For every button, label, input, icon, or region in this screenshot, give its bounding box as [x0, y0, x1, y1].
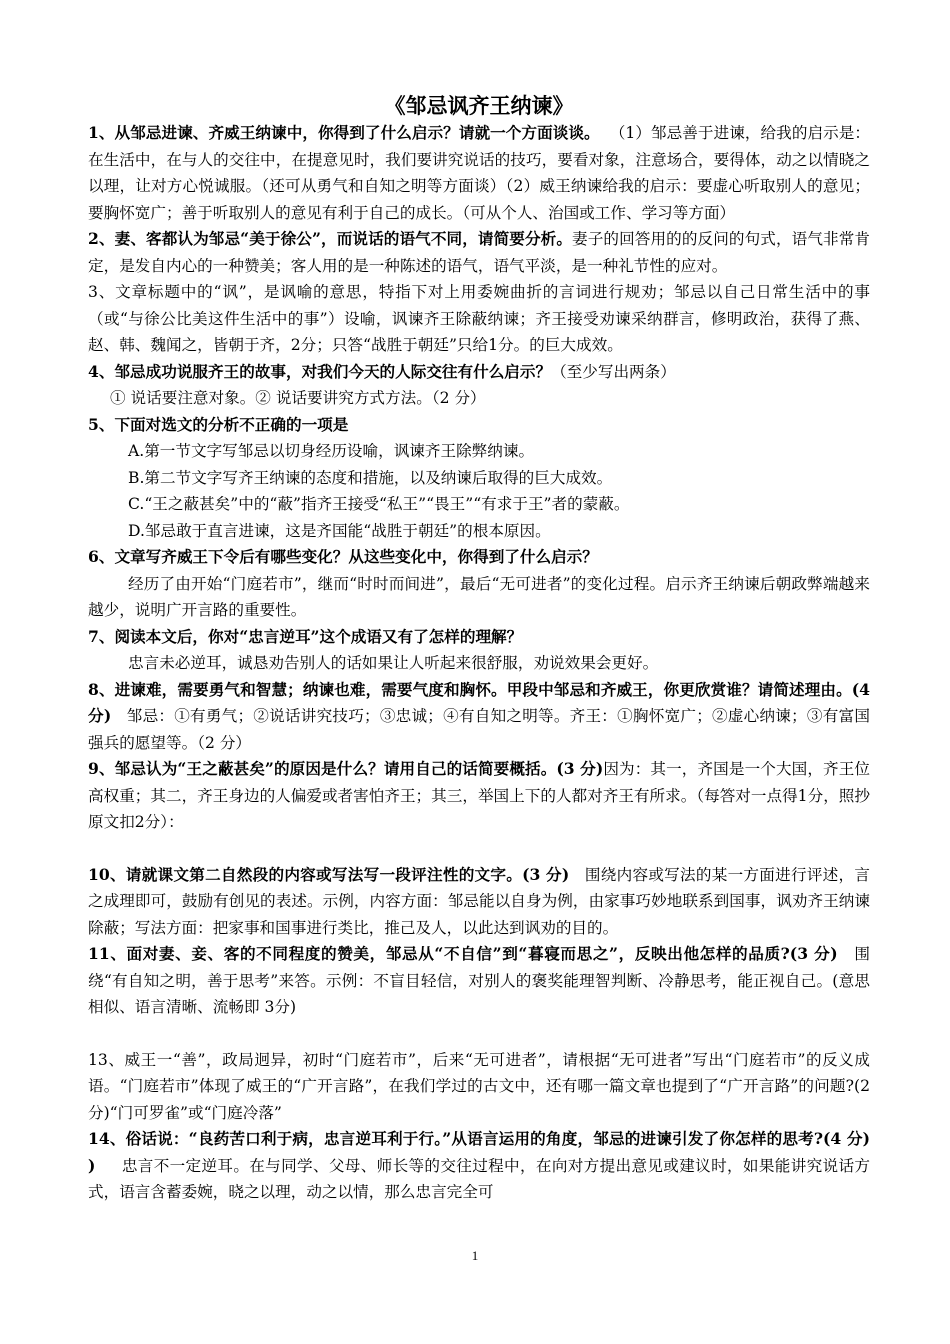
question-5 [88, 412, 870, 439]
answer-text: 13、威王一“善”，政局迥异，初时“门庭若市”，后来“无可进者”，请根据“无可进者”写出“门庭若市”的反义成语。“门庭若市”体现了威王的“广开言路”，在我们学过的古文中，还有哪一篇文章也提到了“广开言路”的问题?(2 分)“门可罗雀”或“门庭冷落” [88, 1050, 870, 1122]
answer-text: 围绕内容或写法的某一方面进行评述，言之成理即可，鼓励有创见的表述。示例，内容方面：邹忌能以自身为例，由家事巧妙地联系到国事，讽劝齐王纳谏除蔽；写法方面：把家事和国事进行类比，推己及人，以此达到讽劝的目的。 [88, 865, 870, 937]
question-text: 6、文章写齐威王下令后有哪些变化？从这些变化中，你得到了什么启示？ [88, 547, 598, 566]
answer-text: 围绕“有自知之明，善于思考”来答。示例：不盲目轻信，对别人的褒奖能理智判断、冷静思考，能正视自己。(意思相似、语言清晰、流畅即 3分) [88, 945, 870, 1016]
answer-text: （至少写出两条） [551, 362, 676, 381]
option-c [88, 491, 870, 518]
spacer [88, 1021, 870, 1047]
question-text: 7、阅读本文后，你对“忠言逆耳”这个成语又有了怎样的理解？ [88, 626, 523, 646]
answer-4 [88, 385, 870, 412]
answer-text: 经历了由开始“门庭若市”，继而“时时而间进”，最后“无可进者”的变化过程。启示齐王纳谏后朝政弊端越来越少，说明广开言路的重要性。 [88, 574, 870, 619]
document-page [88, 92, 870, 1206]
question-1 [88, 120, 870, 226]
answer-text: 忠言未必逆耳，诚恳劝告别人的话如果让人听起来很舒服，劝说效果会更好。 [128, 654, 659, 672]
question-text: 8、进谏难，需要勇气和智慧；纳谏也难，需要气度和胸怀。甲段中邹忌和齐威王，你更欣赏谁？请简述理由。(4 分) [88, 679, 870, 725]
question-7 [88, 624, 870, 651]
question-text: 4、邹忌成功说服齐王的故事，对我们今天的人际交往有什么启示？ [88, 361, 552, 381]
question-text: 9、邹忌认为“王之蔽甚矣”的原因是什么？请用自己的话简要概括。(3 分) [88, 759, 604, 778]
answer-text: 3、文章标题中的“讽”，是讽喻的意思，特指下对上用委婉曲折的言词进行规劝；邹忌以自己日常生活中的事（或“与徐公比美这件生活中的事”）设喻，讽谏齐王除蔽纳谏；齐王接受劝谏采纳群言，修明政治，获得了燕、赵、韩、魏闻之，皆朝于齐，2分；只答“战胜于朝廷”只给1分。的巨大成效。 [88, 283, 870, 354]
option-a [88, 438, 870, 465]
answer-text: （1）邹忌善于进谏，给我的启示是：在生活中，在与人的交往中，在提意见时，我们要讲究说话的技巧，要看对象，注意场合，要得体，动之以情晓之以理，让对方心悦诚服。（还可从勇气和自知之明等方面谈）（2）威王纳谏给我的启示：要虚心听取别人的意见；要胸怀宽广；善于听取别人的意见有利于自己的成长。（可从个人、治国或工作、学习等方面） [88, 124, 871, 222]
question-2 [88, 226, 870, 279]
option-d [88, 518, 870, 545]
question-text: 5、下面对选文的分析不正确的一项是 [88, 414, 349, 434]
question-14 [88, 1126, 870, 1206]
question-text: 11、面对妻、妾、客的不同程度的赞美，邹忌从“不自信”到“暮寝而思之”，反映出他怎样的品质?(3 分) [88, 944, 838, 963]
question-text: 2、妻、客都认为邹忌“美于徐公”，而说话的语气不同，请简要分析。 [88, 229, 573, 248]
question-4 [88, 359, 870, 386]
answer-6 [88, 571, 870, 624]
option-text: D.邹忌敢于直言进谏，这是齐国能“战胜于朝廷”的根本原因。 [128, 521, 551, 540]
page-number: 1 [471, 1248, 479, 1263]
answer-7 [88, 650, 870, 677]
answer-text: ① 说话要注意对象。② 说话要讲究方式方法。（2 分） [110, 389, 486, 407]
answer-text: 邹忌：①有勇气；②说话讲究技巧；③忠诚；④有自知之明等。齐王：①胸怀宽广；②虚心纳谏；③有富国强兵的愿望等。（2 分） [88, 707, 870, 752]
option-text: C.“王之蔽甚矣”中的“蔽”指齐王接受“私王”“畏王”“有求于王”者的蒙蔽。 [128, 495, 630, 513]
question-13 [88, 1047, 870, 1127]
question-text: 14、俗话说：“良药苦口利于病，忠言逆耳利于行。”从语言运用的角度，邹忌的进谏引发了你怎样的思考?(4 分) ) [88, 1129, 870, 1175]
question-9 [88, 756, 870, 836]
question-8 [88, 677, 870, 757]
option-b [88, 465, 870, 492]
question-3 [88, 279, 870, 359]
question-text: 1、从邹忌进谏、齐威王纳谏中，你得到了什么启示？请就一个方面谈谈。 [88, 123, 600, 142]
question-text: 10、请就课文第二自然段的内容或写法写一段评注性的文字。(3 分) [88, 864, 570, 884]
option-text: A.第一节文字写邹忌以切身经历设喻，讽谏齐王除弊纳谏。 [128, 442, 535, 460]
answer-text: 妻子的回答用的的反问的句式，语气非常肯定，是发自内心的一种赞美；客人用的是一种陈述的语气，语气平淡，是一种礼节性的应对。 [88, 230, 870, 275]
option-text: B.第二节文字写齐王纳谏的态度和措施，以及纳谏后取得的巨大成效。 [128, 468, 613, 487]
answer-text: 因为：其一，齐国是一个大国，齐王位高权重；其二，齐王身边的人偏爱或者害怕齐王；其三，举国上下的人都对齐王有所求。（每答对一点得1分，照抄原文扣2分）： [88, 760, 870, 831]
page-title: 《邹忌讽齐王纳谏》 [384, 93, 574, 118]
question-10 [88, 862, 870, 942]
spacer [88, 836, 870, 862]
question-6 [88, 544, 870, 571]
question-11 [88, 941, 870, 1021]
answer-text: 忠言不一定逆耳。在与同学、父母、师长等的交往过程中，在向对方提出意见或建议时，如果能讲究说话方式，语言含蓄委婉，晓之以理，动之以情，那么忠言完全可 [88, 1156, 870, 1201]
